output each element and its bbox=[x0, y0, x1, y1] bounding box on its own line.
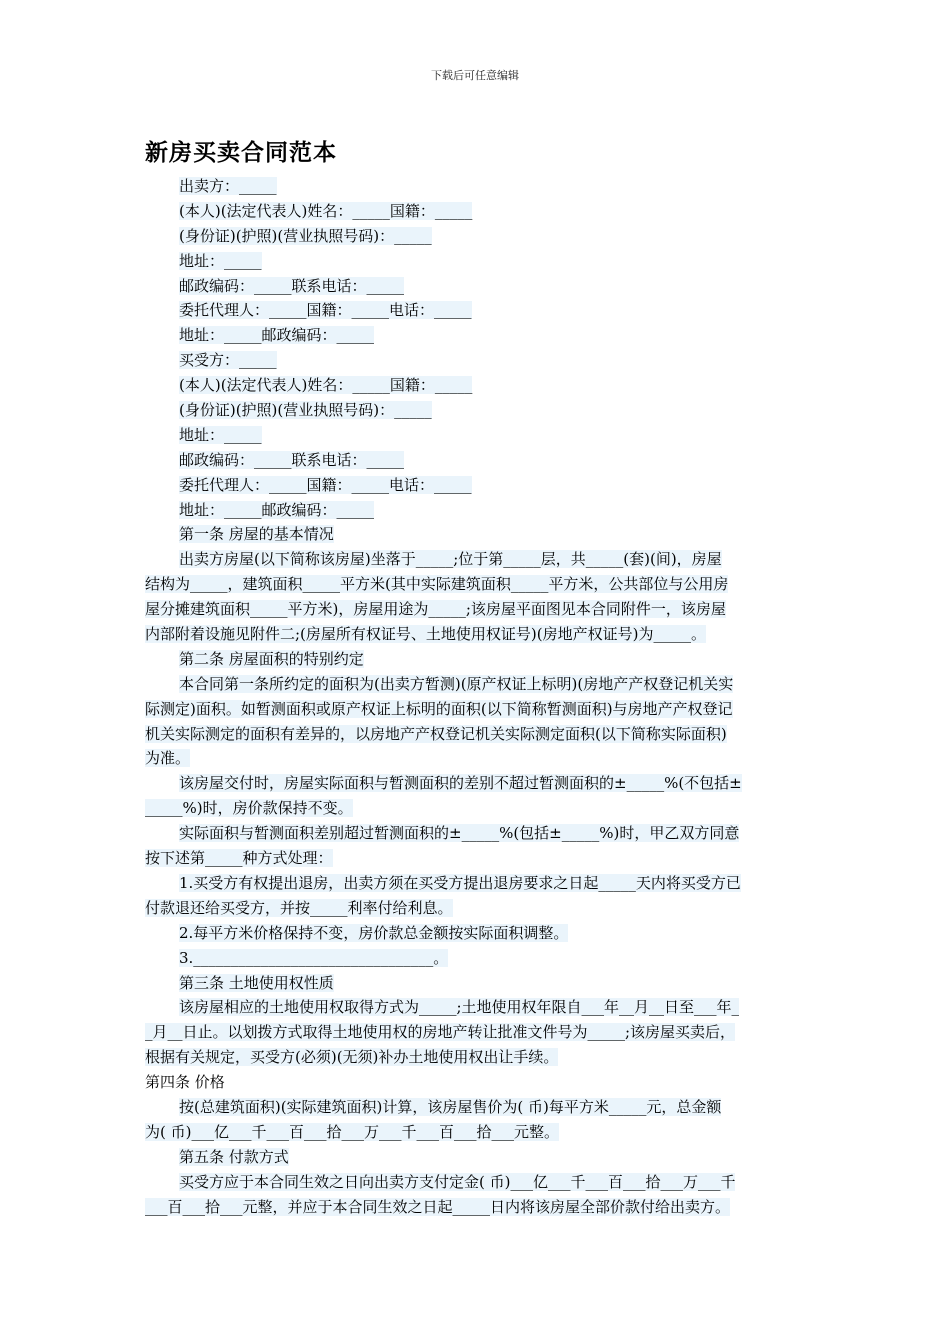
contract-line bbox=[145, 1045, 815, 1070]
contract-line-text: 买受方应于本合同生效之日向出卖方支付定金( 币)___亿___千___百___拾___万___千 bbox=[179, 1172, 736, 1191]
contract-line-text: 根据有关规定，买受方(必须)(无须)补办土地使用权出让手续。 bbox=[145, 1048, 559, 1067]
contract-line bbox=[145, 572, 815, 597]
contract-line-text: 屋分摊建筑面积_____平方米)，房屋用途为_____;该房屋平面图见本合同附件一，该房屋 bbox=[145, 600, 726, 619]
contract-line bbox=[145, 1070, 815, 1095]
contract-body bbox=[145, 174, 815, 1219]
contract-line-text: 该房屋交付时，房屋实际面积与暂测面积的差别不超过暂测面积的±_____%(不包括± bbox=[179, 774, 742, 793]
contract-line bbox=[145, 249, 815, 274]
contract-line bbox=[145, 921, 815, 946]
contract-line-text: _____%)时，房价款保持不变。 bbox=[145, 799, 353, 818]
contract-line-text: 第四条 价格 bbox=[145, 1073, 225, 1092]
contract-line bbox=[145, 597, 815, 622]
contract-line bbox=[145, 1095, 815, 1120]
contract-line bbox=[145, 1145, 815, 1170]
contract-line bbox=[145, 971, 815, 996]
document-title: 新房买卖合同范本 bbox=[145, 139, 337, 166]
contract-line-text: 为准。 bbox=[145, 749, 191, 768]
contract-line bbox=[145, 722, 815, 747]
contract-line-text: (本人)(法定代表人)姓名：_____国籍：_____ bbox=[179, 201, 473, 220]
contract-line-text: (身份证)(护照)(营业执照号码)：_____ bbox=[179, 226, 432, 245]
contract-line-text: 地址：_____ bbox=[179, 425, 262, 444]
contract-line-text: 付款退还给买受方，并按_____利率付给利息。 bbox=[145, 898, 453, 917]
contract-line-text: 地址：_____邮政编码：_____ bbox=[179, 326, 375, 345]
page-header: 下载后可任意编辑 bbox=[431, 69, 519, 82]
contract-line-text: _月__日止。以划拨方式取得土地使用权的房地产转让批准文件号为_____;该房屋买卖后， bbox=[145, 1023, 736, 1042]
contract-line bbox=[145, 224, 815, 249]
contract-line bbox=[145, 448, 815, 473]
contract-line bbox=[145, 647, 815, 672]
contract-line bbox=[145, 174, 815, 199]
contract-line bbox=[145, 896, 815, 921]
contract-line bbox=[145, 995, 815, 1020]
contract-line bbox=[145, 1195, 815, 1220]
contract-line-text: 委托代理人：_____国籍：_____电话：_____ bbox=[179, 301, 472, 320]
contract-line-text: (身份证)(护照)(营业执照号码)：_____ bbox=[179, 401, 432, 420]
contract-line bbox=[145, 946, 815, 971]
contract-line-text: 第一条 房屋的基本情况 bbox=[179, 525, 334, 544]
contract-line bbox=[145, 697, 815, 722]
contract-line-text: 实际面积与暂测面积差别超过暂测面积的±_____%(包括±_____%)时，甲乙双方同意 bbox=[179, 824, 740, 843]
contract-line-text: 邮政编码：_____联系电话：_____ bbox=[179, 450, 405, 469]
contract-line bbox=[145, 547, 815, 572]
contract-line bbox=[145, 298, 815, 323]
contract-line bbox=[145, 622, 815, 647]
contract-line bbox=[145, 522, 815, 547]
contract-line-text: 邮政编码：_____联系电话：_____ bbox=[179, 276, 405, 295]
contract-line bbox=[145, 796, 815, 821]
contract-line-text: 际测定)面积。如暂测面积或原产权证上标明的面积(以下简称暂测面积)与房地产产权登记 bbox=[145, 699, 733, 718]
contract-line-text: 委托代理人：_____国籍：_____电话：_____ bbox=[179, 475, 472, 494]
contract-line-text: 按(总建筑面积)(实际建筑面积)计算，该房屋售价为( 币)每平方米_____元，总金额 bbox=[179, 1097, 722, 1116]
contract-line-text: 1.买受方有权提出退房，出卖方须在买受方提出退房要求之日起_____天内将买受方已 bbox=[179, 873, 741, 892]
contract-line bbox=[145, 871, 815, 896]
contract-line-text: 该房屋相应的土地使用权取得方式为_____;土地使用权年限自___年__月__日至___年_ bbox=[179, 998, 740, 1017]
contract-line-text: 第二条 房屋面积的特别约定 bbox=[179, 649, 364, 668]
contract-line bbox=[145, 1020, 815, 1045]
contract-line bbox=[145, 1170, 815, 1195]
contract-line-text: 2.每平方米价格保持不变，房价款总金额按实际面积调整。 bbox=[179, 923, 569, 942]
contract-line-text: (本人)(法定代表人)姓名：_____国籍：_____ bbox=[179, 376, 473, 395]
contract-line-text: 地址：_____ bbox=[179, 251, 262, 270]
contract-line-text: 本合同第一条所约定的面积为(出卖方暂测)(原产权证上标明)(房地产产权登记机关实 bbox=[179, 674, 734, 693]
contract-line-text: 内部附着设施见附件二;(房屋所有权证号、土地使用权证号)(房地产权证号)为_____。 bbox=[145, 625, 706, 644]
contract-line bbox=[145, 771, 815, 796]
contract-line-text: 按下述第_____种方式处理： bbox=[145, 849, 333, 868]
contract-line bbox=[145, 498, 815, 523]
contract-line-text: 第五条 付款方式 bbox=[179, 1147, 289, 1166]
contract-line bbox=[145, 821, 815, 846]
contract-line-text: 第三条 土地使用权性质 bbox=[179, 973, 334, 992]
contract-line-text: 结构为_____，建筑面积_____平方米(其中实际建筑面积_____平方米，公共部位与公用房 bbox=[145, 575, 729, 594]
contract-line bbox=[145, 199, 815, 224]
contract-line-text: 地址：_____邮政编码：_____ bbox=[179, 500, 375, 519]
contract-line bbox=[145, 373, 815, 398]
contract-line-text: ___百___拾___元整，并应于本合同生效之日起_____日内将该房屋全部价款付给出卖方。 bbox=[145, 1197, 731, 1216]
contract-line bbox=[145, 348, 815, 373]
contract-line bbox=[145, 323, 815, 348]
contract-line bbox=[145, 846, 815, 871]
contract-line-text: 为( 币)___亿___千___百___拾___万___千___百___拾___元整。 bbox=[145, 1122, 559, 1141]
contract-line bbox=[145, 672, 815, 697]
contract-line-text: 出卖方：_____ bbox=[179, 177, 277, 195]
contract-line-text: 买受方：_____ bbox=[179, 351, 277, 370]
contract-line-text: 3.________________________________。 bbox=[179, 948, 449, 967]
contract-line bbox=[145, 746, 815, 771]
contract-line-text: 出卖方房屋(以下简称该房屋)坐落于_____;位于第_____层，共_____(套)(间)，房屋 bbox=[179, 550, 722, 569]
contract-line bbox=[145, 423, 815, 448]
contract-line bbox=[145, 274, 815, 299]
contract-line-text: 机关实际测定的面积有差异的，以房地产产权登记机关实际测定面积(以下简称实际面积) bbox=[145, 724, 727, 743]
contract-line bbox=[145, 473, 815, 498]
contract-line bbox=[145, 398, 815, 423]
contract-line bbox=[145, 1120, 815, 1145]
